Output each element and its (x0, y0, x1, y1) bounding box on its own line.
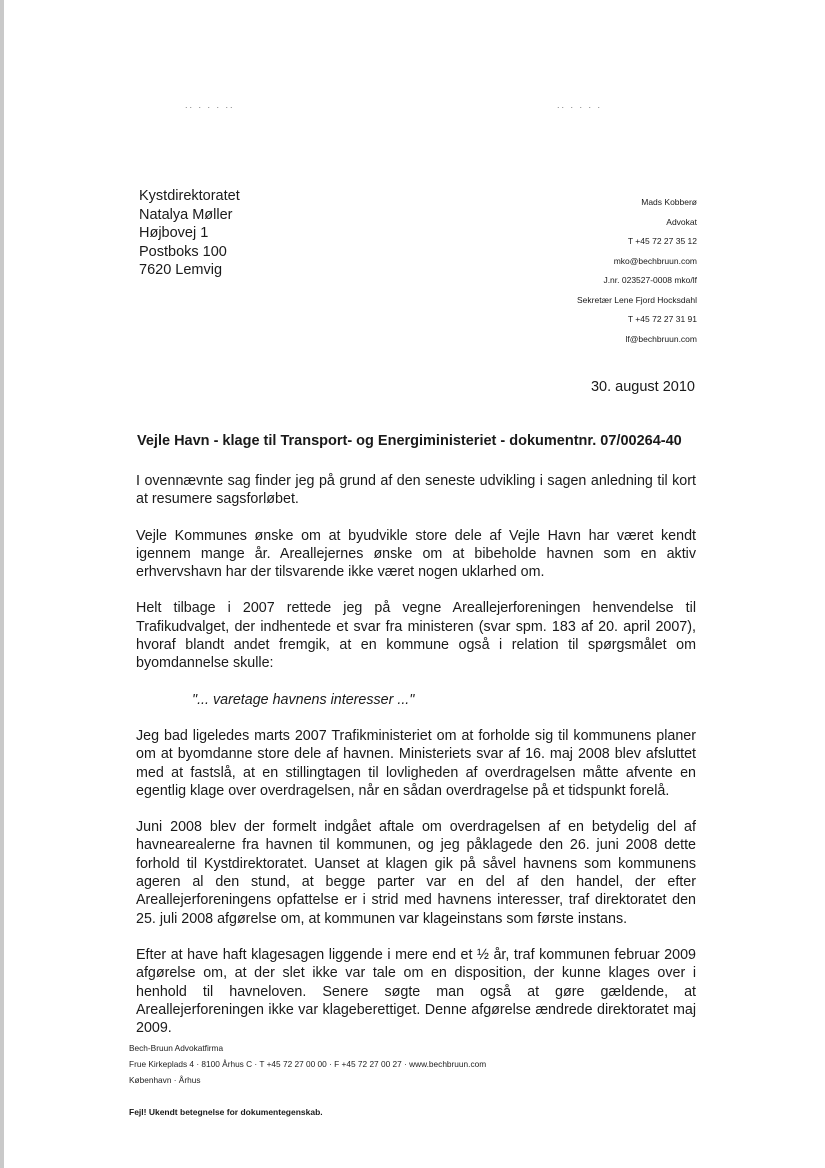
sender-phone: T +45 72 27 35 12 (627, 236, 697, 246)
scan-mark-left: .. . . . .. (185, 100, 235, 110)
paragraph: Jeg bad ligeledes marts 2007 Trafikministeriet om at forholde sig til kommunens planer om at byomdanne store dele af havnen. Ministeriets svar af 16. maj 2008 blev afsluttet med at fastslå, at en stillingtagen til lovligheden af overdragelsen måtte afvente en egentlig klage over overdragelsen, når en sådan overdragelse på et tidspunkt forelå. (136, 727, 696, 799)
firm-cities: København · Århus (129, 1075, 201, 1085)
sender-email: mko@bechbruun.com (613, 255, 697, 266)
firm-name: Bech-Bruun Advokatfirma (129, 1043, 224, 1053)
secretary-phone: T +45 72 27 31 91 (627, 314, 697, 324)
letter-date: 30. august 2010 (590, 379, 695, 395)
field-error-note: Fejl! Ukendt betegnelse for dokumentegenskab. (129, 1107, 323, 1117)
recipient-line: Kystdirektoratet (139, 188, 240, 204)
paragraph: Helt tilbage i 2007 rettede jeg på vegne Areallejerforeningen henvendelse til Trafikudvalget, der indhentede et svar fra ministeren (svar spm. 183 af 20. april 2007), hvoraf blandt andet fremgik, at en kommune også i relation til spørgsmålet om byomdannelse skulle: (136, 600, 696, 672)
recipient-line: Postboks 100 (139, 243, 227, 260)
paragraph: I ovennævnte sag finder jeg på grund af den seneste udvikling i sagen anledning til kort at resumere sagsforløbet. (136, 473, 696, 508)
page-edge (0, 0, 4, 1168)
letter-subject: Vejle Havn - klage til Transport- og Energiministeriet - dokumentnr. 07/00264-40 (137, 433, 682, 449)
recipient-line: 7620 Lemvig (139, 262, 223, 278)
secretary-email: lf@bechbruun.com (625, 333, 697, 344)
scan-mark-right: .. . . . . (557, 100, 603, 110)
quote: "... varetage havnens interesser ..." (192, 691, 415, 708)
sender-block (577, 193, 697, 349)
secretary-name: Sekretær Lene Fjord Hocksdahl (576, 294, 697, 305)
recipient-address (139, 187, 240, 280)
letter-body (136, 472, 696, 1055)
sender-title: Advokat (666, 216, 697, 227)
journal-number: J.nr. 023527-0008 mko/lf (603, 275, 697, 285)
recipient-line: Natalya Møller (139, 206, 233, 223)
paragraph: Juni 2008 blev der formelt indgået aftale om overdragelsen af en betydelig del af havnearealerne fra havnen til kommunen, og jeg påklagede den 26. juni 2008 dette forhold til Kystdirektoratet. Uanset at klagen gik på såvel havnens som kommunens ageren al den stund, at begge parter var en del af den handel, der efter Areallejerforeningens opfattelse er i strid med havnens interesser, traf direktoratet den 25. juli 2008 afgørelse om, at kommunen var klageinstans som første instans. (136, 819, 696, 927)
recipient-line: Højbovej 1 (139, 225, 209, 241)
paragraph: Efter at have haft klagesagen liggende i mere end et ½ år, traf kommunen februar 2009 afgørelse om, at der slet ikke var tale om en disposition, der kunne klages over i henhold til havneloven. Senere søgte man også at gøre gældende, at Areallejerforeningen ikke var klageberettiget. Denne afgørelse ændrede direktoratet maj 2009. (136, 946, 696, 1037)
firm-address: Frue Kirkeplads 4 · 8100 Århus C · T +45 72 27 00 00 · F +45 72 27 00 27 · www.bechbruun.com (129, 1059, 487, 1069)
letterhead-footer (129, 1040, 486, 1088)
sender-name: Mads Kobberø (641, 197, 697, 207)
paragraph: Vejle Kommunes ønske om at byudvikle store dele af Vejle Havn har været kendt igennem mange år. Areallejernes ønske om at bibeholde havnen som en aktiv erhvervshavn har der tilsvarende ikke været nogen uklarhed om. (136, 527, 696, 581)
